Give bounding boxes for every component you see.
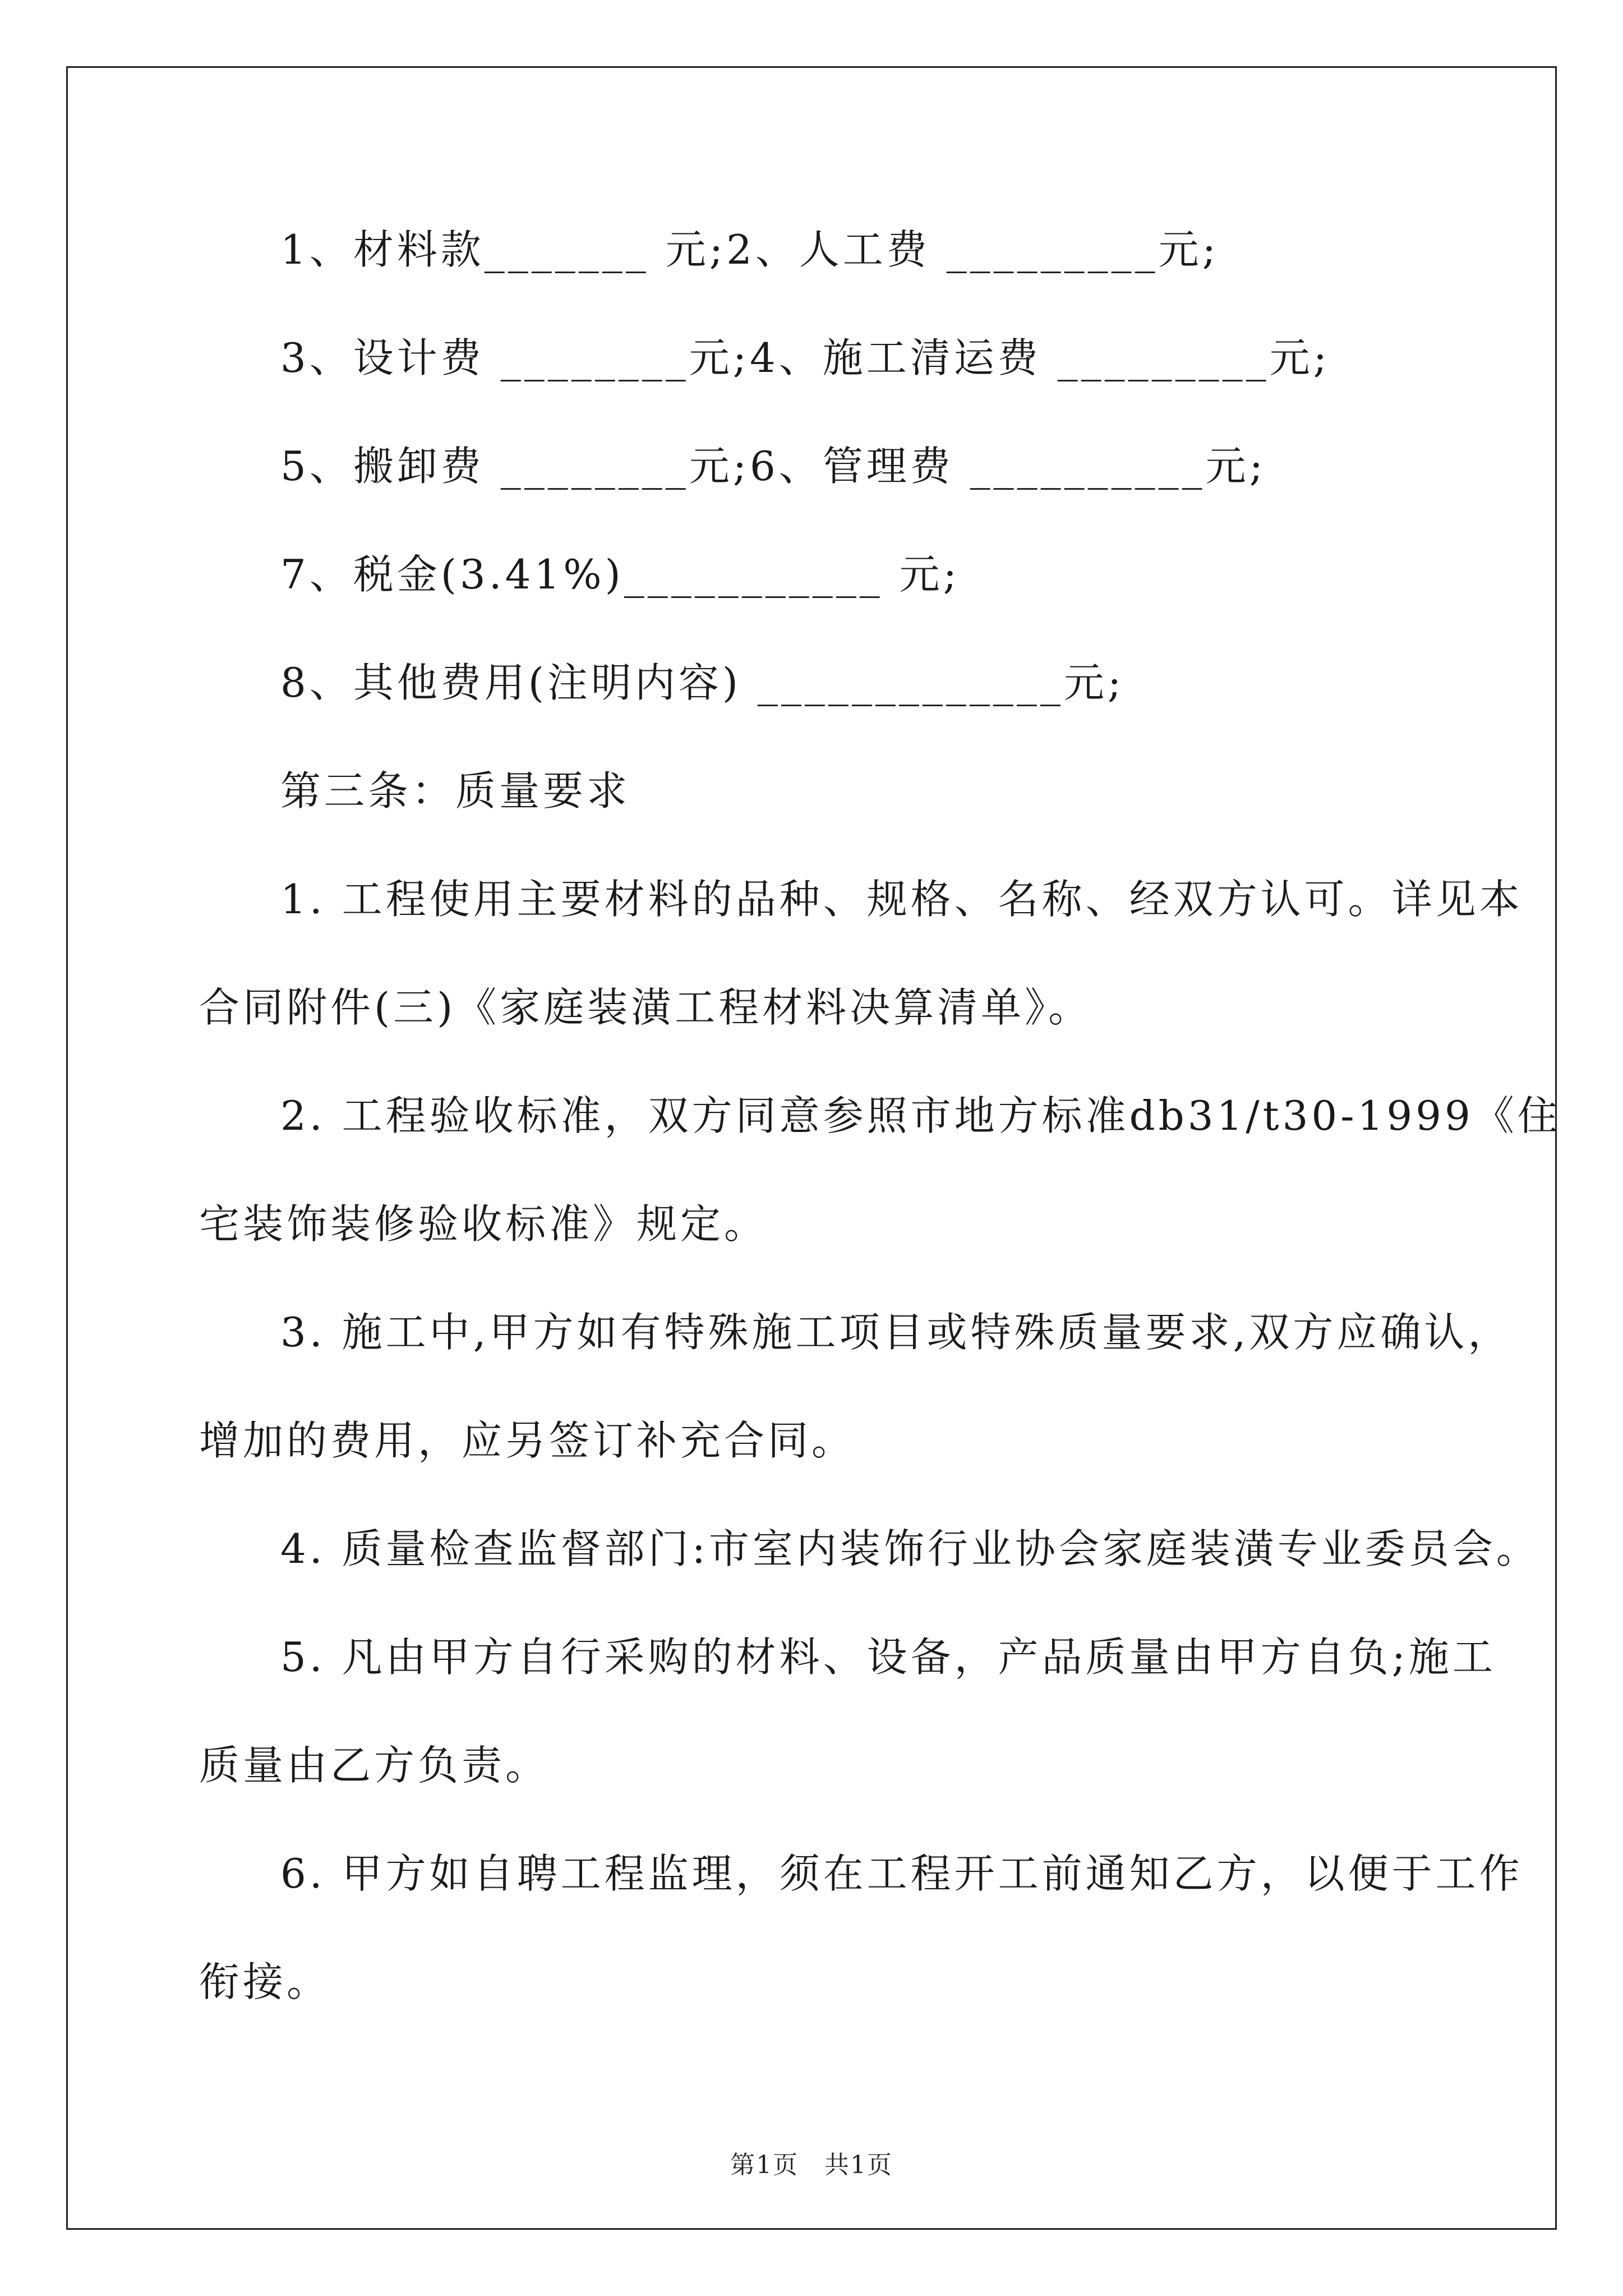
fee-line-1: 1、材料款_______ 元;2、人工费 _________元;: [280, 226, 1219, 273]
item-5-line-1: 5. 凡由甲方自行采购的材料、设备，产品质量由甲方自负;施工: [280, 1634, 1496, 1681]
item-6-line-2: 衔接。: [199, 1958, 331, 2005]
item-3-line-2: 增加的费用，应另签订补充合同。: [199, 1417, 856, 1464]
section-title: 第三条：质量要求: [280, 767, 631, 815]
fee-line-5: 8、其他费用(注明内容) _____________元;: [280, 659, 1125, 706]
item-2-line-2: 宅装饰装修验收标准》规定。: [199, 1200, 768, 1248]
item-2-line-1: 2. 工程验收标准，双方同意参照市地方标准db31/t30-1999《住: [280, 1092, 1561, 1139]
item-4-line-1: 4. 质量检查监督部门:市室内装饰行业协会家庭装潢专业委员会。: [280, 1525, 1540, 1572]
item-5-line-2: 质量由乙方负责。: [199, 1742, 550, 1789]
item-1-line-2: 合同附件(三)《家庭装潢工程材料决算清单》。: [199, 984, 1092, 1031]
fee-line-2: 3、设计费 ________元;4、施工清运费 _________元;: [280, 334, 1330, 381]
page-footer: 第1页 共1页: [730, 2151, 893, 2179]
item-6-line-1: 6. 甲方如自聘工程监理，须在工程开工前通知乙方，以便于工作: [280, 1850, 1523, 1897]
fee-line-3: 5、搬卸费 ________元;6、管理费 __________元;: [280, 443, 1266, 490]
item-3-line-1: 3. 施工中,甲方如有特殊施工项目或特殊质量要求,双方应确认，: [280, 1309, 1512, 1356]
item-1-line-1: 1. 工程使用主要材料的品种、规格、名称、经双方认可。详见本: [280, 876, 1523, 923]
page-border: [66, 66, 1557, 2230]
fee-line-4: 7、税金(3.41%)___________ 元;: [280, 551, 960, 598]
